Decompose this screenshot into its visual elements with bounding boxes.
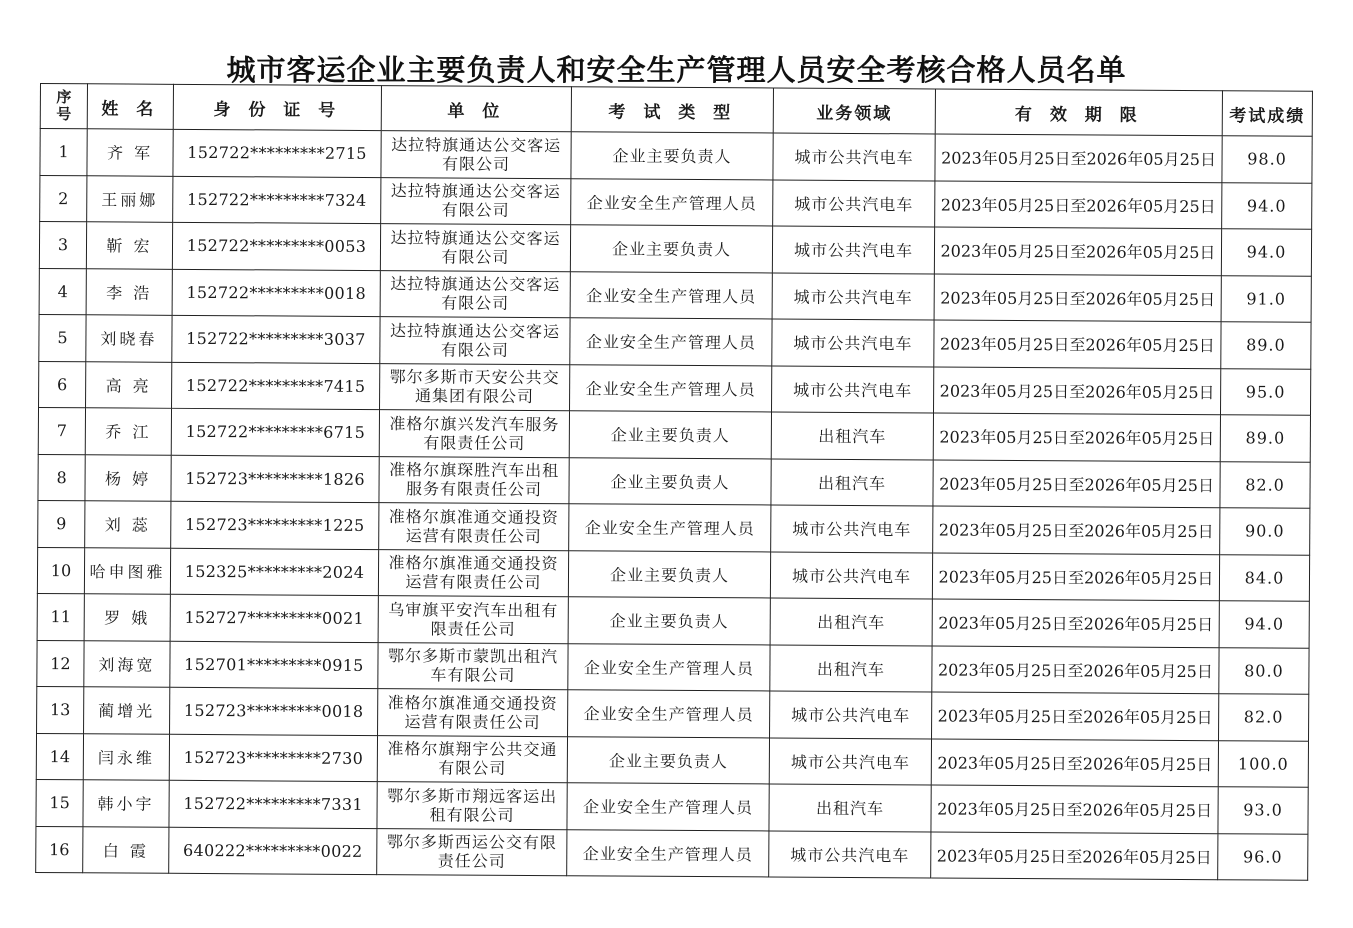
- table-row: [40, 129, 1312, 183]
- cell-seq: 2: [40, 175, 87, 222]
- cell-unit: 准格尔旗琛胜汽车出租服务有限责任公司: [379, 456, 569, 504]
- cell-validity-period: 2023年05月25日至2026年05月25日: [931, 738, 1218, 786]
- cell-name: 齐 军: [87, 129, 173, 176]
- cell-business-domain: 城市公共汽电车: [769, 830, 931, 877]
- table-row: [36, 826, 1308, 880]
- cell-seq: 5: [39, 314, 86, 361]
- header-seq-line1: 序: [56, 88, 72, 107]
- cell-name: 靳 宏: [86, 222, 172, 269]
- cell-exam-type: 企业主要负责人: [571, 132, 773, 180]
- cell-exam-type: 企业安全生产管理人员: [569, 504, 771, 552]
- cell-unit: 准格尔旗准通交通投资运营有限责任公司: [378, 549, 568, 597]
- cell-exam-type: 企业安全生产管理人员: [568, 643, 770, 691]
- cell-validity-period: 2023年05月25日至2026年05月25日: [935, 180, 1222, 228]
- table-row: [37, 640, 1309, 694]
- cell-seq: 15: [36, 779, 83, 826]
- header-name: 姓 名: [87, 84, 173, 130]
- cell-validity-period: 2023年05月25日至2026年05月25日: [933, 459, 1220, 507]
- cell-exam-score: 90.0: [1220, 508, 1310, 555]
- cell-seq: 12: [37, 640, 84, 687]
- cell-seq: 6: [39, 361, 86, 408]
- cell-unit: 准格尔旗准通交通投资运营有限责任公司: [379, 503, 569, 551]
- cell-exam-score: 100.0: [1218, 740, 1308, 787]
- table-row: [37, 547, 1309, 601]
- table-row: [39, 222, 1311, 276]
- cell-exam-type: 企业主要负责人: [568, 550, 770, 598]
- cell-business-domain: 出租汽车: [769, 784, 931, 831]
- cell-business-domain: 出租汽车: [771, 412, 933, 459]
- cell-name: 蔺增光: [84, 687, 170, 734]
- cell-seq: 1: [40, 129, 87, 176]
- cell-validity-period: 2023年05月25日至2026年05月25日: [934, 273, 1221, 321]
- cell-name: 闫永维: [83, 733, 169, 780]
- header-domain: 业务领域: [773, 88, 935, 134]
- table-row: [39, 268, 1311, 322]
- cell-exam-score: 89.0: [1220, 415, 1310, 462]
- cell-name: 刘海宽: [84, 640, 170, 687]
- cell-validity-period: 2023年05月25日至2026年05月25日: [932, 692, 1219, 740]
- cell-seq: 16: [36, 826, 83, 873]
- cell-unit: 准格尔旗准通交通投资运营有限责任公司: [378, 689, 568, 737]
- cell-exam-type: 企业安全生产管理人员: [567, 829, 769, 877]
- document-title: 城市客运企业主要负责人和安全生产管理人员安全考核合格人员名单: [226, 53, 1127, 87]
- cell-name: 李 浩: [86, 268, 172, 315]
- cell-validity-period: 2023年05月25日至2026年05月25日: [932, 645, 1219, 693]
- cell-unit: 鄂尔多斯西运公交有限责任公司: [377, 828, 567, 876]
- cell-business-domain: 城市公共汽电车: [771, 505, 933, 552]
- header-seq-line2: 号: [56, 105, 72, 124]
- table-body: [36, 129, 1313, 881]
- cell-exam-type: 企业主要负责人: [568, 597, 770, 645]
- cell-business-domain: 出租汽车: [770, 598, 932, 645]
- cell-exam-score: 80.0: [1219, 647, 1309, 694]
- table-row: [38, 454, 1310, 508]
- cell-validity-period: 2023年05月25日至2026年05月25日: [934, 320, 1221, 368]
- cell-exam-type: 企业主要负责人: [567, 736, 769, 784]
- cell-id-number: 152325*********2024: [170, 548, 378, 596]
- header-validity: 有 效 期 限: [935, 89, 1222, 136]
- cell-unit: 鄂尔多斯市翔远客运出租有限公司: [377, 782, 567, 830]
- cell-exam-score: 82.0: [1220, 461, 1310, 508]
- cell-name: 白 霞: [83, 826, 169, 873]
- cell-id-number: 152723*********1826: [171, 455, 379, 503]
- cell-unit: 达拉特旗通达公交客运有限公司: [380, 270, 570, 318]
- cell-exam-type: 企业安全生产管理人员: [571, 178, 773, 226]
- cell-exam-score: 94.0: [1222, 182, 1312, 229]
- header-unit: 单 位: [381, 86, 571, 132]
- cell-seq: 10: [37, 547, 84, 594]
- cell-business-domain: 出租汽车: [770, 644, 932, 691]
- cell-business-domain: 城市公共汽电车: [773, 179, 935, 226]
- cell-id-number: 152722*********0053: [172, 222, 380, 270]
- table-row: [36, 733, 1308, 787]
- cell-business-domain: 城市公共汽电车: [773, 133, 935, 180]
- cell-seq: 14: [36, 733, 83, 780]
- table-row: [40, 175, 1312, 229]
- cell-name: 刘晓春: [86, 315, 172, 362]
- cell-exam-type: 企业主要负责人: [569, 411, 771, 459]
- cell-validity-period: 2023年05月25日至2026年05月25日: [933, 413, 1220, 461]
- cell-id-number: 152722*********7324: [173, 176, 381, 224]
- cell-id-number: 152722*********6715: [171, 408, 379, 456]
- cell-exam-score: 94.0: [1219, 601, 1309, 648]
- table-row: [37, 686, 1309, 740]
- cell-seq: 8: [38, 454, 85, 501]
- cell-exam-score: 98.0: [1222, 136, 1312, 183]
- cell-id-number: 152722*********3037: [172, 315, 380, 363]
- table-row: [37, 593, 1309, 647]
- cell-seq: 3: [39, 222, 86, 269]
- cell-exam-score: 84.0: [1219, 554, 1309, 601]
- table-row: [36, 779, 1308, 833]
- cell-id-number: 152723*********0018: [170, 687, 378, 735]
- cell-exam-score: 91.0: [1221, 275, 1311, 322]
- cell-business-domain: 城市公共汽电车: [772, 319, 934, 366]
- cell-validity-period: 2023年05月25日至2026年05月25日: [931, 831, 1218, 879]
- header-seq: [40, 84, 87, 129]
- cell-business-domain: 城市公共汽电车: [772, 365, 934, 412]
- table-row: [39, 314, 1311, 368]
- cell-id-number: 152723*********1225: [171, 501, 379, 549]
- cell-validity-period: 2023年05月25日至2026年05月25日: [934, 366, 1221, 414]
- cell-unit: 达拉特旗通达公交客运有限公司: [381, 131, 571, 179]
- table-header-row: [40, 84, 1312, 137]
- cell-unit: 鄂尔多斯市天安公共交通集团有限公司: [380, 363, 570, 411]
- header-score: 考试成绩: [1222, 91, 1312, 137]
- cell-exam-score: 89.0: [1221, 322, 1311, 369]
- cell-seq: 9: [38, 500, 85, 547]
- cell-exam-type: 企业主要负责人: [569, 457, 771, 505]
- cell-validity-period: 2023年05月25日至2026年05月25日: [932, 599, 1219, 647]
- table-row: [39, 361, 1311, 415]
- cell-name: 王丽娜: [87, 175, 173, 222]
- cell-exam-type: 企业主要负责人: [570, 225, 772, 273]
- cell-business-domain: 城市公共汽电车: [772, 226, 934, 273]
- cell-unit: 达拉特旗通达公交客运有限公司: [380, 224, 570, 272]
- cell-exam-type: 企业安全生产管理人员: [570, 318, 772, 366]
- cell-unit: 达拉特旗通达公交客运有限公司: [381, 177, 571, 225]
- cell-validity-period: 2023年05月25日至2026年05月25日: [932, 552, 1219, 600]
- cell-name: 罗 娥: [84, 594, 170, 641]
- cell-id-number: 152723*********2730: [169, 734, 377, 782]
- cell-validity-period: 2023年05月25日至2026年05月25日: [935, 134, 1222, 182]
- cell-validity-period: 2023年05月25日至2026年05月25日: [934, 227, 1221, 275]
- cell-unit: 准格尔旗兴发汽车服务有限责任公司: [379, 410, 569, 458]
- table-row: [38, 500, 1310, 554]
- cell-id-number: 152727*********0021: [170, 594, 378, 642]
- cell-exam-type: 企业安全生产管理人员: [570, 364, 772, 412]
- cell-exam-type: 企业安全生产管理人员: [570, 271, 772, 319]
- cell-id-number: 152722*********7331: [169, 780, 377, 828]
- cell-exam-type: 企业安全生产管理人员: [567, 783, 769, 831]
- cell-exam-score: 96.0: [1218, 833, 1308, 880]
- qualified-personnel-table: [35, 83, 1313, 881]
- cell-id-number: 640222*********0022: [169, 827, 377, 875]
- cell-exam-score: 93.0: [1218, 787, 1308, 834]
- cell-id-number: 152722*********7415: [172, 362, 380, 410]
- cell-validity-period: 2023年05月25日至2026年05月25日: [933, 506, 1220, 554]
- cell-seq: 11: [37, 593, 84, 640]
- cell-business-domain: 城市公共汽电车: [770, 691, 932, 738]
- cell-exam-type: 企业安全生产管理人员: [568, 690, 770, 738]
- cell-seq: 7: [38, 407, 85, 454]
- cell-exam-score: 82.0: [1219, 694, 1309, 741]
- cell-name: 杨 婷: [85, 454, 171, 501]
- header-exam-type: 考 试 类 型: [571, 87, 773, 133]
- cell-business-domain: 城市公共汽电车: [772, 272, 934, 319]
- cell-exam-score: 94.0: [1221, 229, 1311, 276]
- cell-id-number: 152722*********0018: [172, 269, 380, 317]
- cell-validity-period: 2023年05月25日至2026年05月25日: [931, 785, 1218, 833]
- cell-exam-score: 95.0: [1220, 368, 1310, 415]
- cell-name: 乔 江: [85, 408, 171, 455]
- cell-business-domain: 城市公共汽电车: [770, 551, 932, 598]
- cell-unit: 达拉特旗通达公交客运有限公司: [380, 317, 570, 365]
- cell-name: 哈申图雅: [84, 547, 170, 594]
- cell-id-number: 152722*********2715: [173, 129, 381, 177]
- cell-id-number: 152701*********0915: [170, 641, 378, 689]
- cell-business-domain: 出租汽车: [771, 458, 933, 505]
- header-id: 身 份 证 号: [173, 84, 381, 130]
- cell-name: 韩小宇: [83, 780, 169, 827]
- cell-name: 高 亮: [86, 361, 172, 408]
- cell-unit: 鄂尔多斯市蒙凯出租汽车有限公司: [378, 642, 568, 690]
- cell-seq: 13: [37, 686, 84, 733]
- cell-unit: 乌审旗平安汽车出租有限责任公司: [378, 596, 568, 644]
- table-row: [38, 407, 1310, 461]
- cell-seq: 4: [39, 268, 86, 315]
- cell-unit: 准格尔旗翔宇公共交通有限公司: [377, 735, 567, 783]
- cell-name: 刘 蕊: [85, 501, 171, 548]
- cell-business-domain: 城市公共汽电车: [769, 737, 931, 784]
